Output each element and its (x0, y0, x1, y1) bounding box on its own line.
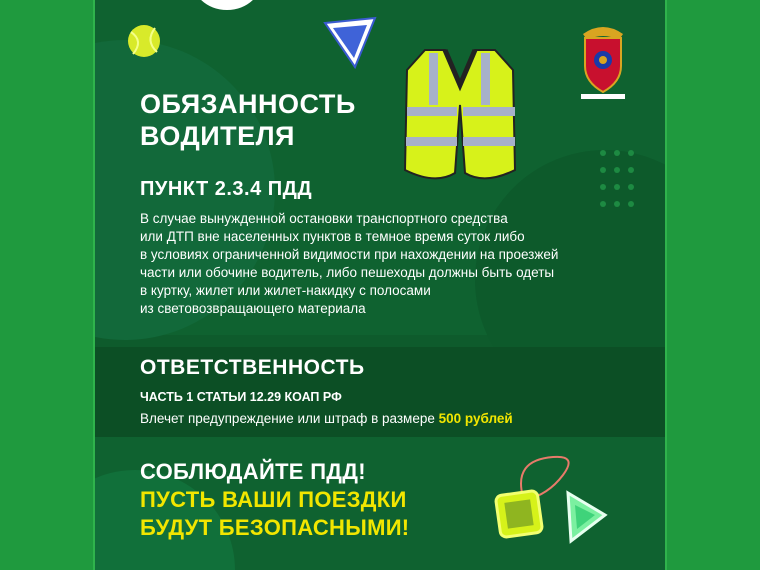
responsibility-article: ЧАСТЬ 1 СТАТЬИ 12.29 КОАП РФ (140, 390, 342, 404)
rule-line: в условиях ограниченной видимости при нахождении на проезжей (140, 247, 559, 262)
rule-line: в куртку, жилет или жилет-накидку с полосами (140, 283, 431, 298)
reflector-tag-icon (493, 455, 613, 550)
rule-text (140, 210, 645, 318)
call-line-1: СОБЛЮДАЙТЕ ПДД! (140, 459, 366, 484)
rule-line: из световозвращающего материала (140, 301, 366, 316)
ring-decoration-icon (187, 0, 267, 20)
call-slogan (140, 486, 409, 542)
responsibility-heading: ОТВЕТСТВЕННОСТЬ (140, 356, 365, 379)
page-title (140, 88, 356, 152)
fine-amount: 500 рублей (438, 411, 513, 426)
reflector-triangle-icon (320, 15, 380, 70)
rule-line: части или обочине водитель, либо пешеходы должны быть одеты (140, 265, 555, 280)
reflective-vest-icon (395, 45, 525, 185)
call-line-3: БУДУТ БЕЗОПАСНЫМИ! (140, 515, 410, 540)
responsibility-text (140, 411, 513, 426)
left-side-panel (0, 0, 95, 570)
title-line-2: ВОДИТЕЛЯ (140, 121, 295, 151)
poster (95, 0, 665, 570)
rule-line: В случае вынужденной остановки транспортного средства (140, 211, 508, 226)
rule-heading: ПУНКТ 2.3.4 ПДД (140, 178, 313, 200)
call-line-2: ПУСТЬ ВАШИ ПОЕЗДКИ (140, 487, 407, 512)
police-emblem-icon (575, 22, 631, 104)
right-side-panel (665, 0, 760, 570)
title-line-1: ОБЯЗАННОСТЬ (140, 89, 356, 119)
tennis-ball-icon (127, 24, 161, 58)
penalty-text: Влечет предупреждение или штраф в размере (140, 411, 435, 426)
rule-line: или ДТП вне населенных пунктов в темное время суток либо (140, 229, 525, 244)
